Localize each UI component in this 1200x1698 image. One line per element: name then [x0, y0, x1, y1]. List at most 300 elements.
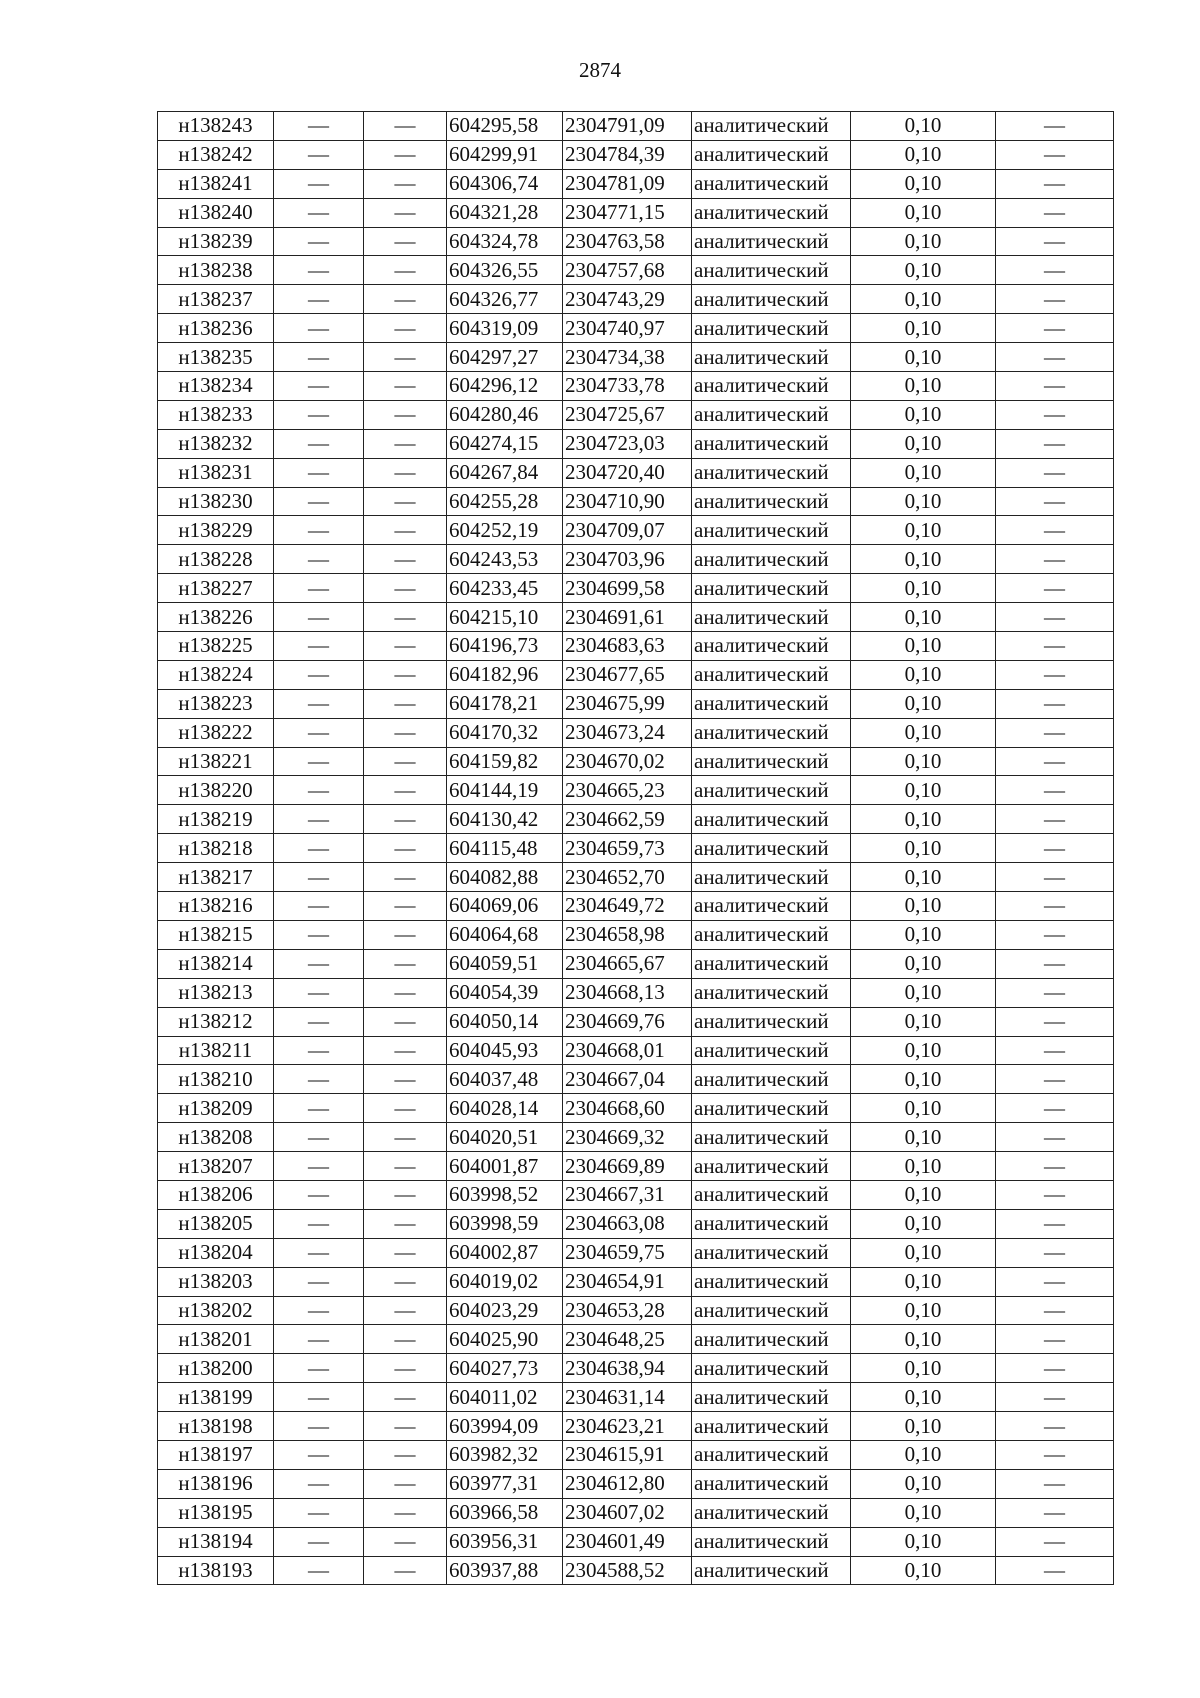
- table-row: [158, 545, 1114, 574]
- table-row: [158, 140, 1114, 169]
- error-cell: 0,10: [851, 776, 996, 805]
- x-coordinate-cell: 604319,09: [447, 314, 563, 343]
- method-cell: аналитический: [692, 603, 851, 632]
- empty-value-cell: —: [364, 603, 447, 632]
- empty-value-cell: —: [996, 140, 1114, 169]
- empty-value-cell: —: [274, 169, 364, 198]
- table-row: [158, 285, 1114, 314]
- method-cell: аналитический: [692, 978, 851, 1007]
- method-cell: аналитический: [692, 949, 851, 978]
- y-coordinate-cell: 2304667,31: [563, 1180, 692, 1209]
- empty-value-cell: —: [364, 920, 447, 949]
- y-coordinate-cell: 2304662,59: [563, 805, 692, 834]
- point-id-cell: н138197: [158, 1440, 274, 1469]
- point-id-cell: н138208: [158, 1123, 274, 1152]
- table-row: [158, 227, 1114, 256]
- table-row: [158, 603, 1114, 632]
- method-cell: аналитический: [692, 112, 851, 141]
- method-cell: аналитический: [692, 400, 851, 429]
- error-cell: 0,10: [851, 1498, 996, 1527]
- empty-value-cell: —: [274, 314, 364, 343]
- table-row: [158, 1325, 1114, 1354]
- table-row: [158, 1267, 1114, 1296]
- table-row: [158, 343, 1114, 372]
- error-cell: 0,10: [851, 545, 996, 574]
- method-cell: аналитический: [692, 776, 851, 805]
- error-cell: 0,10: [851, 834, 996, 863]
- point-id-cell: н138201: [158, 1325, 274, 1354]
- point-id-cell: н138234: [158, 372, 274, 401]
- error-cell: 0,10: [851, 516, 996, 545]
- empty-value-cell: —: [996, 256, 1114, 285]
- empty-value-cell: —: [996, 1383, 1114, 1412]
- point-id-cell: н138207: [158, 1152, 274, 1181]
- table-row: [158, 1440, 1114, 1469]
- empty-value-cell: —: [996, 978, 1114, 1007]
- error-cell: 0,10: [851, 1469, 996, 1498]
- empty-value-cell: —: [996, 1036, 1114, 1065]
- empty-value-cell: —: [274, 863, 364, 892]
- y-coordinate-cell: 2304668,01: [563, 1036, 692, 1065]
- method-cell: аналитический: [692, 516, 851, 545]
- method-cell: аналитический: [692, 689, 851, 718]
- empty-value-cell: —: [996, 285, 1114, 314]
- method-cell: аналитический: [692, 227, 851, 256]
- method-cell: аналитический: [692, 1469, 851, 1498]
- empty-value-cell: —: [274, 689, 364, 718]
- empty-value-cell: —: [996, 458, 1114, 487]
- empty-value-cell: —: [364, 1267, 447, 1296]
- error-cell: 0,10: [851, 1007, 996, 1036]
- y-coordinate-cell: 2304669,76: [563, 1007, 692, 1036]
- empty-value-cell: —: [364, 632, 447, 661]
- empty-value-cell: —: [364, 314, 447, 343]
- error-cell: 0,10: [851, 1036, 996, 1065]
- empty-value-cell: —: [364, 372, 447, 401]
- x-coordinate-cell: 604295,58: [447, 112, 563, 141]
- point-id-cell: н138199: [158, 1383, 274, 1412]
- error-cell: 0,10: [851, 140, 996, 169]
- method-cell: аналитический: [692, 1180, 851, 1209]
- error-cell: 0,10: [851, 1354, 996, 1383]
- table-row: [158, 978, 1114, 1007]
- empty-value-cell: —: [996, 1498, 1114, 1527]
- method-cell: аналитический: [692, 140, 851, 169]
- table-row: [158, 1180, 1114, 1209]
- empty-value-cell: —: [364, 949, 447, 978]
- empty-value-cell: —: [996, 747, 1114, 776]
- method-cell: аналитический: [692, 545, 851, 574]
- method-cell: аналитический: [692, 1440, 851, 1469]
- x-coordinate-cell: 604159,82: [447, 747, 563, 776]
- empty-value-cell: —: [364, 1527, 447, 1556]
- empty-value-cell: —: [274, 545, 364, 574]
- x-coordinate-cell: 604002,87: [447, 1238, 563, 1267]
- empty-value-cell: —: [274, 1498, 364, 1527]
- empty-value-cell: —: [996, 1094, 1114, 1123]
- point-id-cell: н138220: [158, 776, 274, 805]
- empty-value-cell: —: [364, 1209, 447, 1238]
- point-id-cell: н138239: [158, 227, 274, 256]
- empty-value-cell: —: [364, 1238, 447, 1267]
- error-cell: 0,10: [851, 660, 996, 689]
- table-row: [158, 1123, 1114, 1152]
- method-cell: аналитический: [692, 1354, 851, 1383]
- empty-value-cell: —: [274, 400, 364, 429]
- empty-value-cell: —: [364, 689, 447, 718]
- empty-value-cell: —: [996, 314, 1114, 343]
- empty-value-cell: —: [274, 487, 364, 516]
- table-row: [158, 169, 1114, 198]
- table-row: [158, 1556, 1114, 1585]
- method-cell: аналитический: [692, 1412, 851, 1441]
- empty-value-cell: —: [364, 1440, 447, 1469]
- y-coordinate-cell: 2304669,89: [563, 1152, 692, 1181]
- empty-value-cell: —: [364, 718, 447, 747]
- method-cell: аналитический: [692, 1209, 851, 1238]
- y-coordinate-cell: 2304654,91: [563, 1267, 692, 1296]
- empty-value-cell: —: [364, 343, 447, 372]
- empty-value-cell: —: [274, 776, 364, 805]
- table-row: [158, 1498, 1114, 1527]
- empty-value-cell: —: [274, 1556, 364, 1585]
- table-row: [158, 198, 1114, 227]
- empty-value-cell: —: [996, 718, 1114, 747]
- method-cell: аналитический: [692, 1123, 851, 1152]
- empty-value-cell: —: [364, 863, 447, 892]
- empty-value-cell: —: [274, 632, 364, 661]
- error-cell: 0,10: [851, 1123, 996, 1152]
- point-id-cell: н138232: [158, 429, 274, 458]
- point-id-cell: н138233: [158, 400, 274, 429]
- table-row: [158, 1296, 1114, 1325]
- x-coordinate-cell: 604182,96: [447, 660, 563, 689]
- empty-value-cell: —: [996, 372, 1114, 401]
- x-coordinate-cell: 604296,12: [447, 372, 563, 401]
- empty-value-cell: —: [364, 285, 447, 314]
- method-cell: аналитический: [692, 1325, 851, 1354]
- empty-value-cell: —: [364, 1469, 447, 1498]
- y-coordinate-cell: 2304631,14: [563, 1383, 692, 1412]
- point-id-cell: н138235: [158, 343, 274, 372]
- table-row: [158, 1354, 1114, 1383]
- method-cell: аналитический: [692, 285, 851, 314]
- point-id-cell: н138227: [158, 574, 274, 603]
- point-id-cell: н138217: [158, 863, 274, 892]
- table-row: [158, 805, 1114, 834]
- error-cell: 0,10: [851, 429, 996, 458]
- table-body: [158, 112, 1114, 1585]
- empty-value-cell: —: [274, 920, 364, 949]
- method-cell: аналитический: [692, 1498, 851, 1527]
- x-coordinate-cell: 604064,68: [447, 920, 563, 949]
- error-cell: 0,10: [851, 747, 996, 776]
- error-cell: 0,10: [851, 1412, 996, 1441]
- y-coordinate-cell: 2304668,60: [563, 1094, 692, 1123]
- x-coordinate-cell: 604019,02: [447, 1267, 563, 1296]
- point-id-cell: н138204: [158, 1238, 274, 1267]
- x-coordinate-cell: 603982,32: [447, 1440, 563, 1469]
- error-cell: 0,10: [851, 863, 996, 892]
- point-id-cell: н138237: [158, 285, 274, 314]
- x-coordinate-cell: 604069,06: [447, 892, 563, 921]
- table-row: [158, 1238, 1114, 1267]
- error-cell: 0,10: [851, 314, 996, 343]
- point-id-cell: н138206: [158, 1180, 274, 1209]
- y-coordinate-cell: 2304740,97: [563, 314, 692, 343]
- point-id-cell: н138224: [158, 660, 274, 689]
- empty-value-cell: —: [364, 747, 447, 776]
- x-coordinate-cell: 603994,09: [447, 1412, 563, 1441]
- y-coordinate-cell: 2304771,15: [563, 198, 692, 227]
- method-cell: аналитический: [692, 920, 851, 949]
- empty-value-cell: —: [996, 603, 1114, 632]
- empty-value-cell: —: [364, 776, 447, 805]
- empty-value-cell: —: [274, 1354, 364, 1383]
- y-coordinate-cell: 2304607,02: [563, 1498, 692, 1527]
- empty-value-cell: —: [274, 603, 364, 632]
- x-coordinate-cell: 603998,59: [447, 1209, 563, 1238]
- empty-value-cell: —: [364, 112, 447, 141]
- empty-value-cell: —: [364, 198, 447, 227]
- empty-value-cell: —: [274, 256, 364, 285]
- empty-value-cell: —: [364, 660, 447, 689]
- point-id-cell: н138242: [158, 140, 274, 169]
- error-cell: 0,10: [851, 487, 996, 516]
- y-coordinate-cell: 2304710,90: [563, 487, 692, 516]
- table-row: [158, 1036, 1114, 1065]
- error-cell: 0,10: [851, 198, 996, 227]
- empty-value-cell: —: [274, 458, 364, 487]
- table-row: [158, 920, 1114, 949]
- x-coordinate-cell: 604233,45: [447, 574, 563, 603]
- x-coordinate-cell: 604045,93: [447, 1036, 563, 1065]
- y-coordinate-cell: 2304743,29: [563, 285, 692, 314]
- table-row: [158, 1007, 1114, 1036]
- point-id-cell: н138228: [158, 545, 274, 574]
- x-coordinate-cell: 604215,10: [447, 603, 563, 632]
- empty-value-cell: —: [996, 1180, 1114, 1209]
- empty-value-cell: —: [274, 429, 364, 458]
- empty-value-cell: —: [364, 516, 447, 545]
- x-coordinate-cell: 604196,73: [447, 632, 563, 661]
- x-coordinate-cell: 604252,19: [447, 516, 563, 545]
- method-cell: аналитический: [692, 1296, 851, 1325]
- empty-value-cell: —: [996, 198, 1114, 227]
- empty-value-cell: —: [274, 372, 364, 401]
- empty-value-cell: —: [364, 1354, 447, 1383]
- y-coordinate-cell: 2304601,49: [563, 1527, 692, 1556]
- empty-value-cell: —: [274, 1527, 364, 1556]
- method-cell: аналитический: [692, 343, 851, 372]
- y-coordinate-cell: 2304781,09: [563, 169, 692, 198]
- method-cell: аналитический: [692, 1036, 851, 1065]
- y-coordinate-cell: 2304675,99: [563, 689, 692, 718]
- point-id-cell: н138221: [158, 747, 274, 776]
- method-cell: аналитический: [692, 487, 851, 516]
- method-cell: аналитический: [692, 169, 851, 198]
- table-row: [158, 747, 1114, 776]
- empty-value-cell: —: [364, 227, 447, 256]
- x-coordinate-cell: 604170,32: [447, 718, 563, 747]
- method-cell: аналитический: [692, 198, 851, 227]
- y-coordinate-cell: 2304652,70: [563, 863, 692, 892]
- error-cell: 0,10: [851, 1556, 996, 1585]
- table-row: [158, 632, 1114, 661]
- empty-value-cell: —: [996, 1325, 1114, 1354]
- y-coordinate-cell: 2304677,65: [563, 660, 692, 689]
- empty-value-cell: —: [274, 1123, 364, 1152]
- y-coordinate-cell: 2304653,28: [563, 1296, 692, 1325]
- empty-value-cell: —: [274, 1267, 364, 1296]
- empty-value-cell: —: [996, 776, 1114, 805]
- x-coordinate-cell: 604025,90: [447, 1325, 563, 1354]
- empty-value-cell: —: [996, 892, 1114, 921]
- empty-value-cell: —: [274, 747, 364, 776]
- x-coordinate-cell: 604011,02: [447, 1383, 563, 1412]
- empty-value-cell: —: [996, 805, 1114, 834]
- method-cell: аналитический: [692, 1152, 851, 1181]
- error-cell: 0,10: [851, 689, 996, 718]
- empty-value-cell: —: [274, 1065, 364, 1094]
- error-cell: 0,10: [851, 1296, 996, 1325]
- coordinates-table: [157, 111, 1114, 1585]
- empty-value-cell: —: [364, 487, 447, 516]
- empty-value-cell: —: [274, 1412, 364, 1441]
- point-id-cell: н138225: [158, 632, 274, 661]
- empty-value-cell: —: [364, 140, 447, 169]
- method-cell: аналитический: [692, 314, 851, 343]
- empty-value-cell: —: [364, 1036, 447, 1065]
- x-coordinate-cell: 604027,73: [447, 1354, 563, 1383]
- error-cell: 0,10: [851, 1209, 996, 1238]
- table-row: [158, 487, 1114, 516]
- x-coordinate-cell: 604178,21: [447, 689, 563, 718]
- x-coordinate-cell: 604144,19: [447, 776, 563, 805]
- point-id-cell: н138200: [158, 1354, 274, 1383]
- y-coordinate-cell: 2304665,23: [563, 776, 692, 805]
- empty-value-cell: —: [996, 487, 1114, 516]
- empty-value-cell: —: [996, 1209, 1114, 1238]
- empty-value-cell: —: [364, 892, 447, 921]
- table-row: [158, 458, 1114, 487]
- x-coordinate-cell: 604243,53: [447, 545, 563, 574]
- empty-value-cell: —: [996, 1238, 1114, 1267]
- x-coordinate-cell: 604267,84: [447, 458, 563, 487]
- y-coordinate-cell: 2304612,80: [563, 1469, 692, 1498]
- y-coordinate-cell: 2304588,52: [563, 1556, 692, 1585]
- empty-value-cell: —: [996, 1267, 1114, 1296]
- point-id-cell: н138202: [158, 1296, 274, 1325]
- empty-value-cell: —: [996, 834, 1114, 863]
- empty-value-cell: —: [274, 1383, 364, 1412]
- empty-value-cell: —: [996, 689, 1114, 718]
- empty-value-cell: —: [274, 516, 364, 545]
- y-coordinate-cell: 2304709,07: [563, 516, 692, 545]
- table-row: [158, 574, 1114, 603]
- method-cell: аналитический: [692, 747, 851, 776]
- y-coordinate-cell: 2304673,24: [563, 718, 692, 747]
- point-id-cell: н138231: [158, 458, 274, 487]
- empty-value-cell: —: [996, 227, 1114, 256]
- empty-value-cell: —: [364, 1556, 447, 1585]
- error-cell: 0,10: [851, 1527, 996, 1556]
- y-coordinate-cell: 2304659,75: [563, 1238, 692, 1267]
- x-coordinate-cell: 604054,39: [447, 978, 563, 1007]
- table-row: [158, 660, 1114, 689]
- error-cell: 0,10: [851, 718, 996, 747]
- point-id-cell: н138211: [158, 1036, 274, 1065]
- empty-value-cell: —: [996, 1007, 1114, 1036]
- point-id-cell: н138205: [158, 1209, 274, 1238]
- method-cell: аналитический: [692, 1065, 851, 1094]
- empty-value-cell: —: [274, 574, 364, 603]
- empty-value-cell: —: [996, 1556, 1114, 1585]
- empty-value-cell: —: [364, 1498, 447, 1527]
- table-row: [158, 1383, 1114, 1412]
- table-row: [158, 256, 1114, 285]
- x-coordinate-cell: 604274,15: [447, 429, 563, 458]
- x-coordinate-cell: 603956,31: [447, 1527, 563, 1556]
- error-cell: 0,10: [851, 112, 996, 141]
- empty-value-cell: —: [996, 1412, 1114, 1441]
- empty-value-cell: —: [274, 1094, 364, 1123]
- x-coordinate-cell: 604059,51: [447, 949, 563, 978]
- x-coordinate-cell: 604028,14: [447, 1094, 563, 1123]
- point-id-cell: н138213: [158, 978, 274, 1007]
- empty-value-cell: —: [996, 1123, 1114, 1152]
- y-coordinate-cell: 2304791,09: [563, 112, 692, 141]
- table-row: [158, 863, 1114, 892]
- point-id-cell: н138194: [158, 1527, 274, 1556]
- point-id-cell: н138212: [158, 1007, 274, 1036]
- empty-value-cell: —: [364, 1152, 447, 1181]
- empty-value-cell: —: [996, 949, 1114, 978]
- empty-value-cell: —: [996, 1527, 1114, 1556]
- method-cell: аналитический: [692, 256, 851, 285]
- error-cell: 0,10: [851, 1325, 996, 1354]
- method-cell: аналитический: [692, 429, 851, 458]
- table-row: [158, 892, 1114, 921]
- y-coordinate-cell: 2304720,40: [563, 458, 692, 487]
- method-cell: аналитический: [692, 805, 851, 834]
- y-coordinate-cell: 2304723,03: [563, 429, 692, 458]
- y-coordinate-cell: 2304691,61: [563, 603, 692, 632]
- error-cell: 0,10: [851, 1267, 996, 1296]
- table-row: [158, 1152, 1114, 1181]
- empty-value-cell: —: [364, 1180, 447, 1209]
- error-cell: 0,10: [851, 632, 996, 661]
- empty-value-cell: —: [996, 1296, 1114, 1325]
- y-coordinate-cell: 2304670,02: [563, 747, 692, 776]
- empty-value-cell: —: [274, 1238, 364, 1267]
- error-cell: 0,10: [851, 1152, 996, 1181]
- empty-value-cell: —: [274, 1440, 364, 1469]
- empty-value-cell: —: [364, 458, 447, 487]
- point-id-cell: н138214: [158, 949, 274, 978]
- empty-value-cell: —: [364, 574, 447, 603]
- y-coordinate-cell: 2304734,38: [563, 343, 692, 372]
- empty-value-cell: —: [274, 1036, 364, 1065]
- x-coordinate-cell: 604050,14: [447, 1007, 563, 1036]
- x-coordinate-cell: 604321,28: [447, 198, 563, 227]
- point-id-cell: н138230: [158, 487, 274, 516]
- method-cell: аналитический: [692, 1556, 851, 1585]
- empty-value-cell: —: [996, 1152, 1114, 1181]
- empty-value-cell: —: [996, 574, 1114, 603]
- point-id-cell: н138241: [158, 169, 274, 198]
- x-coordinate-cell: 604020,51: [447, 1123, 563, 1152]
